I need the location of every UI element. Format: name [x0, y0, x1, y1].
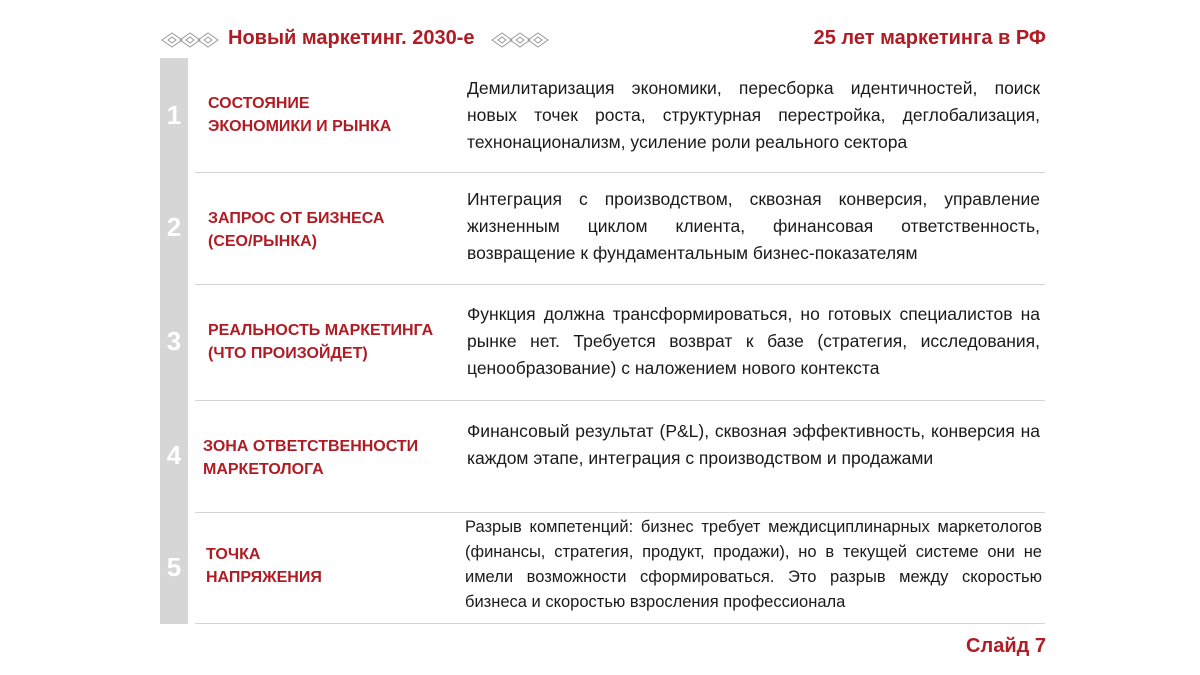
- row-label: [208, 319, 433, 365]
- row-description: Разрыв компетенций: бизнес требует междисциплинарных маркетологов (финансы, стратегия, продукт, продажи), но в текущей системе они не имели возможности сформироваться. Это разрыв между скоростью бизнеса и скоростью взросления профессионала: [465, 518, 1042, 611]
- row-label-line: ЗОНА ОТВЕТСТВЕННОСТИ: [203, 438, 419, 455]
- row-label-line: НАПРЯЖЕНИЯ: [206, 569, 322, 586]
- row-description: Демилитаризация экономики, пересборка идентичностей, поиск новых точек роста, структурная перестройка, деглобализация, технонационализм, усиление роли реального сектора: [467, 78, 1040, 152]
- row-number: 3: [166, 326, 182, 356]
- row-label-line: ТОЧКА: [206, 546, 261, 563]
- slide-title: Новый маркетинг. 2030-е: [228, 27, 475, 49]
- table-row: [195, 58, 1045, 173]
- row-label: [203, 435, 418, 481]
- row-label: [208, 207, 384, 253]
- slide-header: [160, 24, 1046, 56]
- row-label: [208, 92, 391, 138]
- row-number: 1: [166, 100, 182, 130]
- diamond-chain-icon: [160, 29, 220, 51]
- course-title: 25 лет маркетинга в РФ: [813, 27, 1046, 49]
- row-label: [206, 543, 322, 589]
- row-number: 2: [166, 212, 182, 242]
- row-number-sidebar: [160, 58, 188, 624]
- row-label-line: СОСТОЯНИЕ: [208, 95, 310, 112]
- row-label-line: ЭКОНОМИКИ И РЫНКА: [208, 118, 392, 135]
- row-description: Функция должна трансформироваться, но готовых специалистов на рынке нет. Требуется возврат к базе (стратегия, исследования, ценообразование) с наложением нового контекста: [467, 304, 1040, 378]
- table-row: [195, 285, 1045, 401]
- row-label-line: (ЧТО ПРОИЗОЙДЕТ): [208, 345, 368, 362]
- row-description: Финансовый результат (P&L), сквозная эффективность, конверсия на каждом этапе, интеграция с производством и продажами: [467, 421, 1040, 468]
- table-row: [195, 401, 1045, 513]
- row-label-line: РЕАЛЬНОСТЬ МАРКЕТИНГА: [208, 322, 434, 339]
- table-row: [195, 513, 1045, 624]
- diamond-chain-icon: [490, 29, 550, 51]
- slide-number: Слайд 7: [966, 635, 1046, 657]
- row-label-line: МАРКЕТОЛОГА: [203, 461, 324, 478]
- row-label-line: ЗАПРОС ОТ БИЗНЕСА: [208, 210, 385, 227]
- row-description: Интеграция с производством, сквозная конверсия, управление жизненным циклом клиента, финансовая ответственность, возвращение к фундаментальным бизнес-показателям: [467, 189, 1040, 263]
- content-table: [195, 58, 1045, 624]
- row-label-line: (CEO/РЫНКА): [208, 233, 317, 250]
- row-number: 4: [166, 440, 182, 470]
- row-number: 5: [166, 552, 182, 582]
- table-row: [195, 173, 1045, 285]
